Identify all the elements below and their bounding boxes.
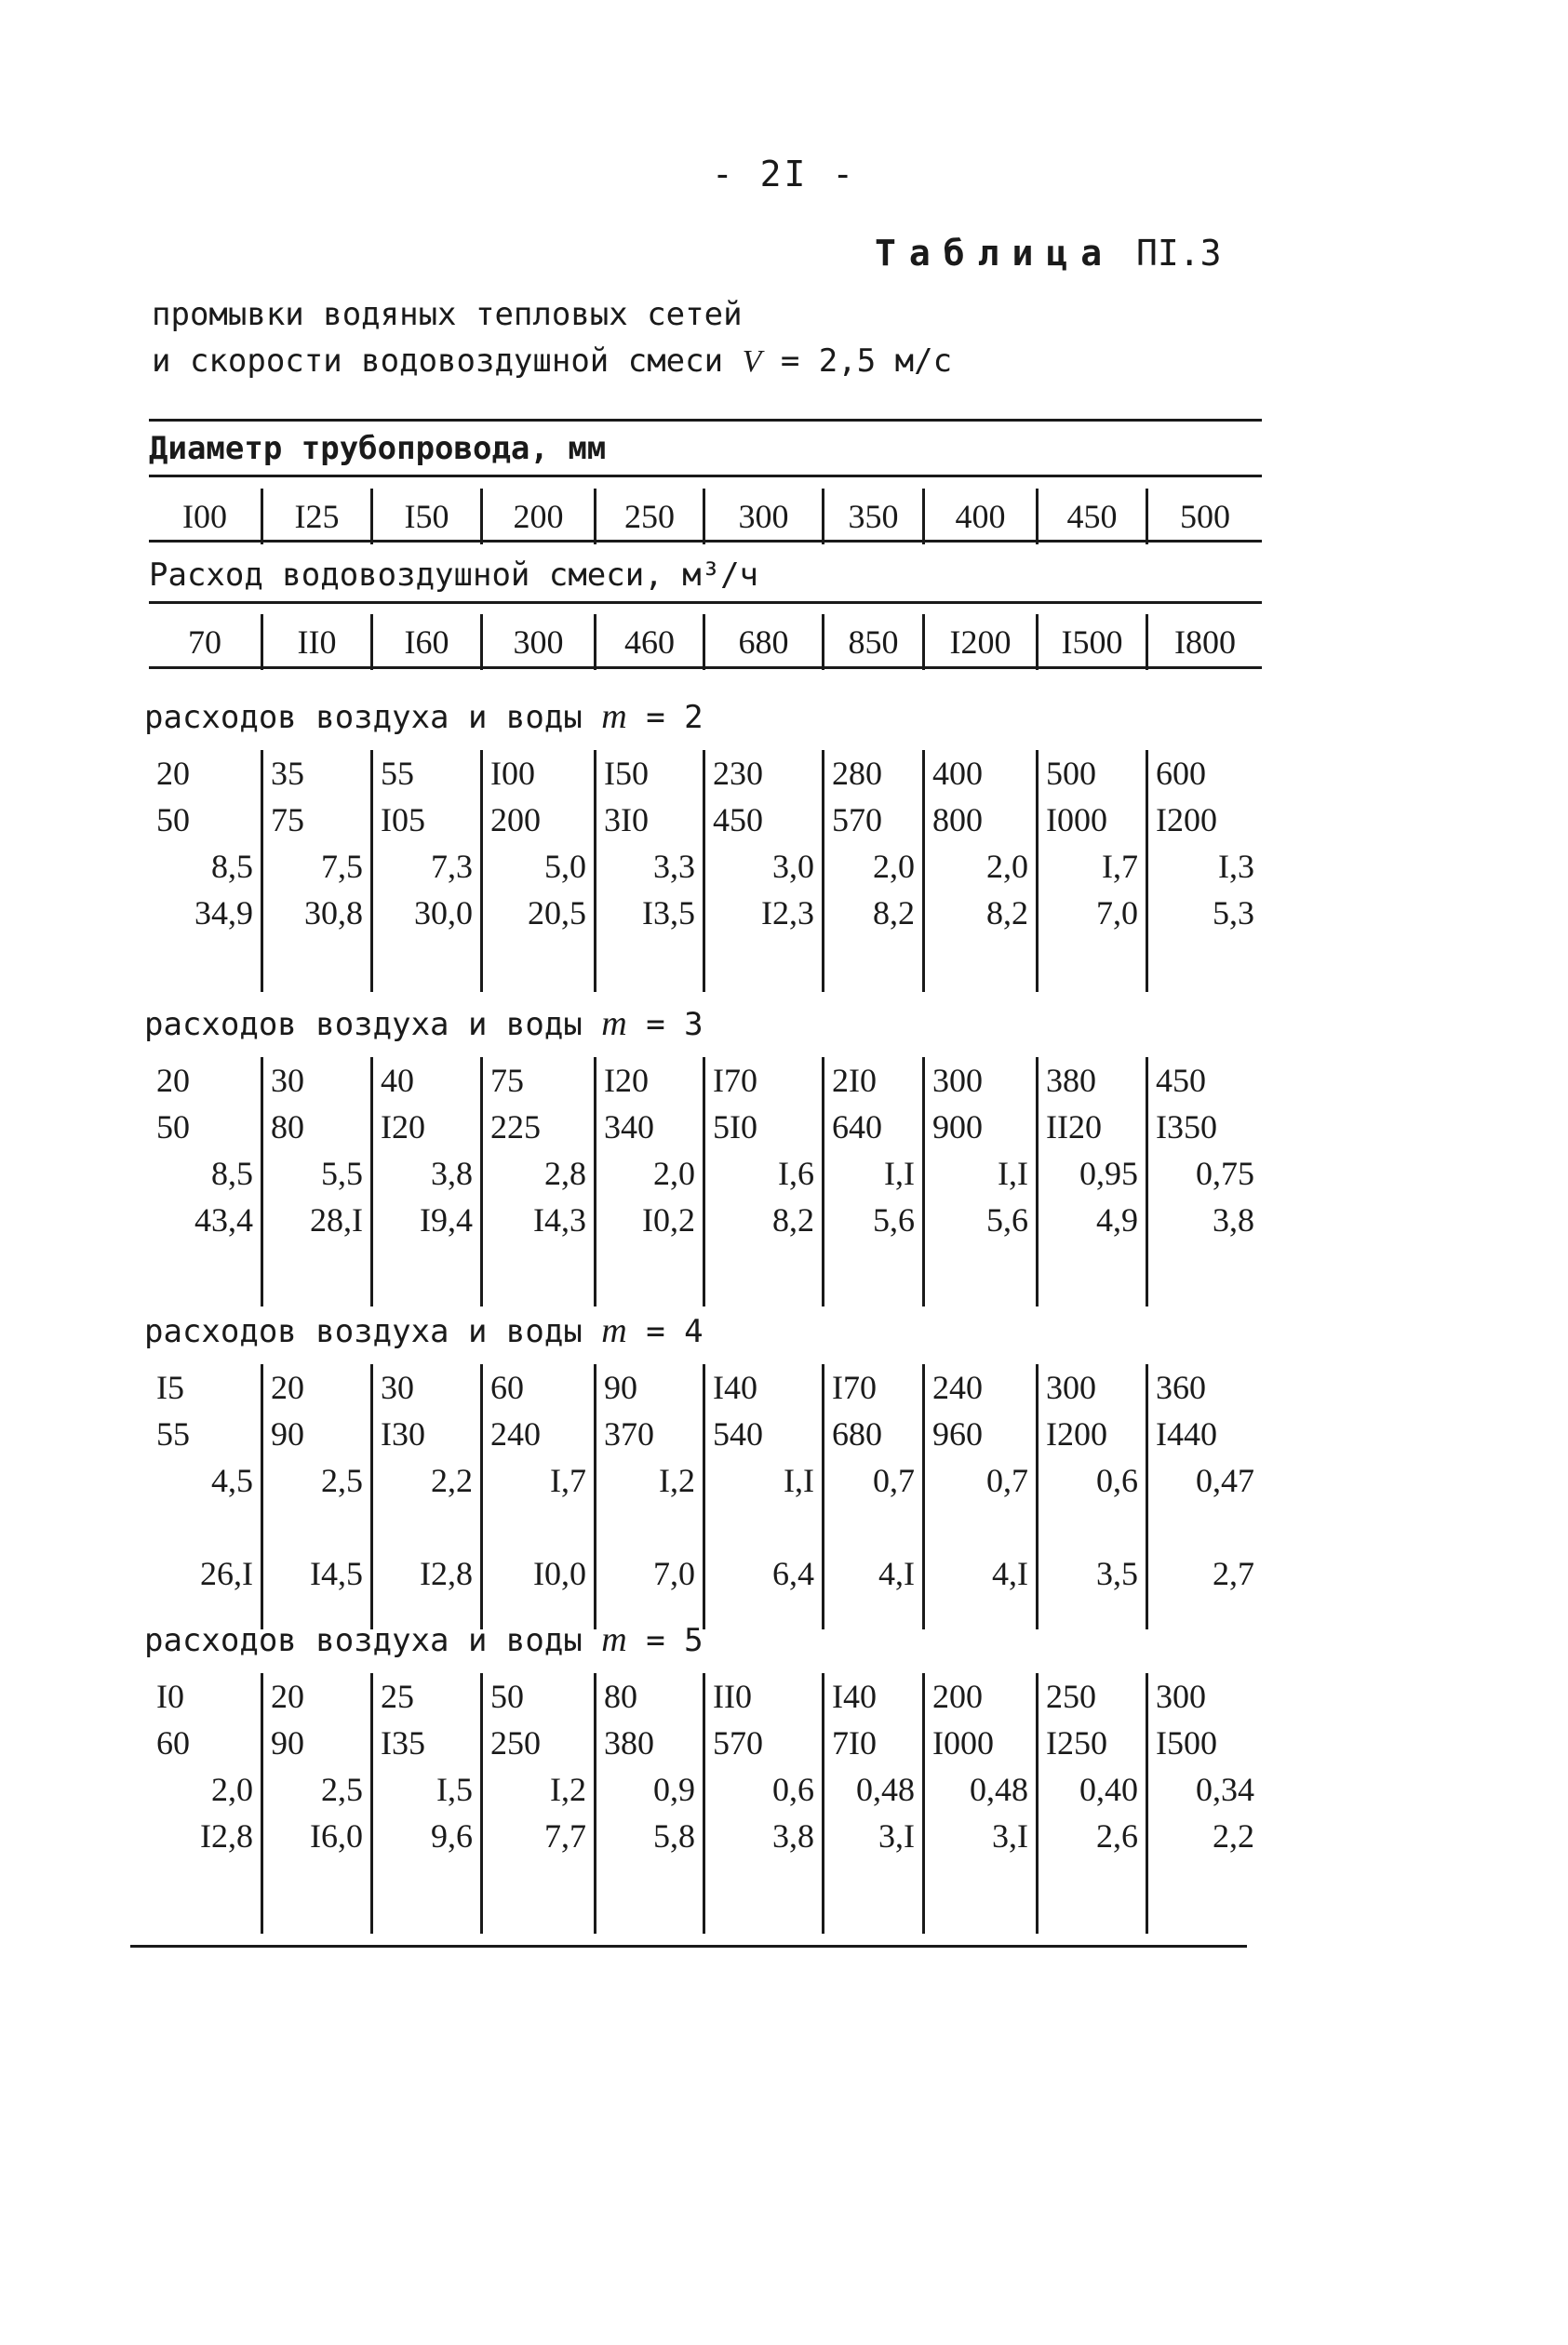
table-cell: I0: [156, 1678, 184, 1715]
table-cell: 9,6: [431, 1817, 473, 1855]
table-cell: 540: [713, 1415, 763, 1453]
table-cell: 250: [490, 1724, 541, 1762]
table-column: [922, 1057, 1036, 1306]
table-cell: 2,0: [873, 848, 915, 885]
table-column: [594, 1057, 703, 1306]
table-cell: 3,8: [1213, 1201, 1254, 1239]
table-column: [149, 1057, 261, 1306]
flow-header: Расход водовоздушной смеси, м³/ч: [149, 556, 759, 594]
table-cell: I30: [381, 1415, 425, 1453]
table-cell: 3,3: [653, 848, 695, 885]
section-title-text: расходов воздуха и воды: [144, 1313, 602, 1350]
table-cell: I,3: [1218, 848, 1254, 885]
table-cell: 7,0: [1096, 894, 1138, 931]
table-cell: 200: [932, 1678, 983, 1715]
table-cell: 3,I: [878, 1817, 915, 1855]
caption-var-v: V: [742, 344, 762, 379]
table-cell: 240: [932, 1369, 983, 1406]
table-cell: I25: [261, 489, 370, 544]
table-cell: 3,5: [1096, 1555, 1138, 1592]
table-cell: 850: [822, 614, 922, 670]
table-cell: I70: [713, 1062, 757, 1099]
table-cell: I200: [1046, 1415, 1107, 1453]
table-cell: 450: [713, 801, 763, 838]
table-cell: 680: [703, 614, 822, 670]
table-cell: I4,3: [533, 1201, 586, 1239]
table-cell: I200: [1156, 801, 1217, 838]
table-column: [370, 1673, 480, 1934]
table-cell: I4,5: [310, 1555, 363, 1592]
table-cell: 0,40: [1079, 1771, 1138, 1808]
table-cell: II20: [1046, 1108, 1102, 1146]
table-cell: I440: [1156, 1415, 1217, 1453]
table-column: [703, 1057, 822, 1306]
table-cell: 7I0: [832, 1724, 877, 1762]
table-column: [594, 750, 703, 992]
table-column: [480, 1673, 594, 1934]
table-cell: 8,5: [211, 1155, 253, 1192]
table-column: [370, 1057, 480, 1306]
table-column: [922, 1364, 1036, 1629]
table-cell: 2,2: [431, 1462, 473, 1499]
section-title: [144, 1619, 704, 1660]
table-cell: I,I: [784, 1462, 814, 1499]
table-cell: 340: [604, 1108, 654, 1146]
table-cell: 3,8: [772, 1817, 814, 1855]
rule-flow-top: [149, 601, 1262, 604]
table-cell: 5,6: [986, 1201, 1028, 1239]
table-cell: I,I: [998, 1155, 1028, 1192]
table-cell: I50: [370, 489, 480, 544]
table-cell: I800: [1146, 614, 1262, 670]
table-cell: I20: [604, 1062, 649, 1099]
table-cell: 230: [713, 755, 763, 792]
table-cell: 380: [1046, 1062, 1096, 1099]
table-cell: 20,5: [528, 894, 586, 931]
page-number: - 2I -: [711, 154, 857, 194]
table-cell: 4,I: [878, 1555, 915, 1592]
table-cell: I00: [182, 498, 227, 535]
table-cell: 2,6: [1096, 1817, 1138, 1855]
table-cell: I6,0: [310, 1817, 363, 1855]
table-cell: 40: [381, 1062, 414, 1099]
table-cell: I35: [381, 1724, 425, 1762]
table-cell: 26,I: [200, 1555, 253, 1592]
table-column: [822, 1057, 922, 1306]
table-cell: 8,2: [772, 1201, 814, 1239]
table-cell: 35: [271, 755, 304, 792]
table-cell: 4,5: [211, 1462, 253, 1499]
table-cell: I,6: [778, 1155, 814, 1192]
table-cell: 0,48: [970, 1771, 1028, 1808]
table-cell: 5,5: [321, 1155, 363, 1192]
table-cell: 2,0: [653, 1155, 695, 1192]
table-cell: I,7: [550, 1462, 586, 1499]
table-cell: 0,48: [856, 1771, 915, 1808]
table-cell: 960: [932, 1415, 983, 1453]
table-cell: I05: [381, 801, 425, 838]
table-cell: 7,7: [544, 1817, 586, 1855]
table-column: [822, 1673, 922, 1934]
table-cell: 7,0: [653, 1555, 695, 1592]
table-cell: II0: [261, 614, 370, 670]
table-cell: I00: [490, 755, 535, 792]
section-title-value: = 5: [646, 1622, 704, 1659]
table-cell: I3,5: [642, 894, 695, 931]
caption-line-2-text: и скорости водовоздушной смеси: [152, 342, 743, 380]
table-cell: 90: [271, 1415, 304, 1453]
table-cell: 680: [832, 1415, 882, 1453]
table-cell: 3I0: [604, 801, 649, 838]
table-column: [1146, 1057, 1262, 1306]
table-cell: 2,2: [1213, 1817, 1254, 1855]
section-title-var: m: [601, 1620, 627, 1659]
table-cell: I40: [713, 1369, 757, 1406]
section-title-text: расходов воздуха и воды: [144, 699, 602, 736]
table-cell: 5,3: [1213, 894, 1254, 931]
table-cell: 7,5: [321, 848, 363, 885]
table-cell: I20: [381, 1108, 425, 1146]
table-cell: 300: [480, 614, 594, 670]
table-cell: 55: [156, 1415, 190, 1453]
table-cell: 250: [594, 489, 703, 544]
table-column: [922, 750, 1036, 992]
table-cell: 80: [604, 1678, 637, 1715]
table-cell: 400: [932, 755, 983, 792]
flow-row: [149, 614, 1262, 670]
table-cell: 50: [156, 801, 190, 838]
table-cell: 2I0: [832, 1062, 877, 1099]
table-cell: 2,5: [321, 1462, 363, 1499]
table-cell: 350: [822, 489, 922, 544]
table-cell: 450: [1036, 489, 1146, 544]
table-column: [1036, 750, 1146, 992]
table-cell: 80: [271, 1108, 304, 1146]
table-column: [703, 1673, 822, 1934]
table-cell: 600: [1156, 755, 1206, 792]
caption-line-1: промывки водяных тепловых сетей: [152, 296, 743, 333]
table-column: [370, 1364, 480, 1629]
table-cell: 75: [271, 801, 304, 838]
table-cell: 0,47: [1196, 1462, 1254, 1499]
table-cell: 460: [594, 614, 703, 670]
table-cell: 300: [1046, 1369, 1096, 1406]
table-column: [261, 1364, 370, 1629]
table-cell: I60: [370, 614, 480, 670]
table-cell: 500: [1046, 755, 1096, 792]
table-column: [1036, 1057, 1146, 1306]
table-cell: I9,4: [420, 1201, 473, 1239]
table-cell: 6,4: [772, 1555, 814, 1592]
table-cell: 20: [156, 755, 190, 792]
table-cell: 90: [271, 1724, 304, 1762]
table-cell: I,7: [1102, 848, 1138, 885]
section-title-var: m: [601, 1004, 627, 1043]
rule-diameter-top: [149, 475, 1262, 477]
table-cell: 20: [156, 1062, 190, 1099]
diameter-row: [149, 489, 1262, 544]
table-cell: 30,8: [304, 894, 363, 931]
table-column: [1146, 1673, 1262, 1934]
table-cell: 43,4: [194, 1201, 253, 1239]
table-cell: I,I: [884, 1155, 915, 1192]
table-cell: 2,0: [211, 1771, 253, 1808]
section-title-text: расходов воздуха и воды: [144, 1006, 602, 1043]
table-cell: 30,0: [414, 894, 473, 931]
table-column: [1036, 1364, 1146, 1629]
table-cell: 570: [832, 801, 882, 838]
table-cell: 8,5: [211, 848, 253, 885]
section-title-text: расходов воздуха и воды: [144, 1622, 602, 1659]
table-cell: 300: [703, 489, 822, 544]
table-cell: 450: [1156, 1062, 1206, 1099]
table-cell: 2,8: [544, 1155, 586, 1192]
table-column: [480, 1057, 594, 1306]
table-cell: 0,95: [1079, 1155, 1138, 1192]
table-cell: 5,0: [544, 848, 586, 885]
table-label-number: ПI.3: [1136, 233, 1222, 274]
table-cell: 50: [490, 1678, 524, 1715]
table-cell: 0,7: [986, 1462, 1028, 1499]
table-cell: 0,6: [1096, 1462, 1138, 1499]
table-cell: 5I0: [713, 1108, 757, 1146]
table-column: [149, 1673, 261, 1934]
table-column: [370, 750, 480, 992]
table-cell: 90: [604, 1369, 637, 1406]
table-cell: I200: [922, 614, 1036, 670]
table-cell: 75: [490, 1062, 524, 1099]
table-cell: 225: [490, 1108, 541, 1146]
table-cell: 900: [932, 1108, 983, 1146]
table-cell: 3,8: [431, 1155, 473, 1192]
table-column: [922, 1673, 1036, 1934]
table-cell: I70: [832, 1369, 877, 1406]
table-column: [703, 750, 822, 992]
table-cell: 300: [932, 1062, 983, 1099]
table-cell: I40: [832, 1678, 877, 1715]
table-cell: I2,8: [200, 1817, 253, 1855]
table-cell: I250: [1046, 1724, 1107, 1762]
rule-top: [149, 419, 1262, 422]
diameter-header: Диаметр трубопровода, мм: [149, 430, 607, 467]
table-label: [875, 233, 1222, 274]
table-cell: I,2: [550, 1771, 586, 1808]
table-cell: 200: [490, 801, 541, 838]
table-cell: 30: [271, 1062, 304, 1099]
section-title-value: = 2: [646, 699, 704, 736]
table-cell: I,2: [659, 1462, 695, 1499]
caption-line-2-value: = 2,5 м/с: [761, 342, 953, 380]
table-cell: 2,5: [321, 1771, 363, 1808]
table-cell: 4,9: [1096, 1201, 1138, 1239]
table-cell: I000: [932, 1724, 994, 1762]
table-cell: I0,2: [642, 1201, 695, 1239]
table-cell: 250: [1046, 1678, 1096, 1715]
table-cell: 55: [381, 755, 414, 792]
table-cell: 0,75: [1196, 1155, 1254, 1192]
section-grid: [149, 1673, 1262, 1934]
section-title-value: = 4: [646, 1313, 704, 1350]
table-cell: I500: [1156, 1724, 1217, 1762]
table-cell: 7,3: [431, 848, 473, 885]
table-cell: I,5: [436, 1771, 473, 1808]
caption-line-2: [152, 342, 952, 380]
table-cell: 70: [188, 623, 221, 661]
rule-bottom: [130, 1945, 1247, 1948]
table-cell: 3,I: [992, 1817, 1028, 1855]
table-cell: 370: [604, 1415, 654, 1453]
section-title: [144, 1310, 704, 1351]
table-cell: 500: [1146, 489, 1262, 544]
section-title-var: m: [601, 1311, 627, 1350]
table-cell: 2,0: [986, 848, 1028, 885]
table-cell: 60: [156, 1724, 190, 1762]
table-column: [261, 1673, 370, 1934]
table-cell: 20: [271, 1678, 304, 1715]
table-column: [480, 1364, 594, 1629]
table-cell: 30: [381, 1369, 414, 1406]
table-cell: 200: [480, 489, 594, 544]
table-cell: 4,I: [992, 1555, 1028, 1592]
table-cell: 570: [713, 1724, 763, 1762]
table-cell: 8,2: [873, 894, 915, 931]
table-cell: 0,9: [653, 1771, 695, 1808]
table-cell: 380: [604, 1724, 654, 1762]
table-column: [822, 750, 922, 992]
table-cell: 0,34: [1196, 1771, 1254, 1808]
table-column: [703, 1364, 822, 1629]
table-column: [261, 750, 370, 992]
table-column: [149, 750, 261, 992]
table-cell: I5: [156, 1369, 184, 1406]
table-cell: 280: [832, 755, 882, 792]
table-cell: II0: [713, 1678, 752, 1715]
table-cell: 20: [271, 1369, 304, 1406]
table-cell: 0,6: [772, 1771, 814, 1808]
table-cell: 360: [1156, 1369, 1206, 1406]
table-cell: I0,0: [533, 1555, 586, 1592]
table-column: [1146, 1364, 1262, 1629]
table-cell: 60: [490, 1369, 524, 1406]
table-column: [594, 1673, 703, 1934]
table-cell: 400: [922, 489, 1036, 544]
rule-diameter-bottom: [149, 540, 1262, 543]
table-cell: I2,8: [420, 1555, 473, 1592]
table-cell: 28,I: [310, 1201, 363, 1239]
table-cell: 2,7: [1213, 1555, 1254, 1592]
table-cell: 640: [832, 1108, 882, 1146]
table-column: [261, 1057, 370, 1306]
section-grid: [149, 750, 1262, 992]
table-column: [480, 750, 594, 992]
rule-flow-bottom: [149, 666, 1262, 669]
table-cell: 5,6: [873, 1201, 915, 1239]
table-cell: I2,3: [761, 894, 814, 931]
section-grid: [149, 1364, 1262, 1629]
table-cell: 300: [1156, 1678, 1206, 1715]
table-column: [1036, 1673, 1146, 1934]
table-cell: 5,8: [653, 1817, 695, 1855]
section-title: [144, 696, 704, 737]
table-cell: 25: [381, 1678, 414, 1715]
table-cell: I000: [1046, 801, 1107, 838]
table-label-word: Таблица: [875, 233, 1116, 274]
section-title: [144, 1003, 704, 1044]
table-cell: I500: [1036, 614, 1146, 670]
table-cell: 50: [156, 1108, 190, 1146]
section-title-value: = 3: [646, 1006, 704, 1043]
table-cell: 240: [490, 1415, 541, 1453]
table-column: [1146, 750, 1262, 992]
section-grid: [149, 1057, 1262, 1306]
section-title-var: m: [601, 697, 627, 736]
table-cell: I50: [604, 755, 649, 792]
table-column: [149, 1364, 261, 1629]
table-cell: 3,0: [772, 848, 814, 885]
table-cell: I350: [1156, 1108, 1217, 1146]
table-column: [594, 1364, 703, 1629]
table-column: [822, 1364, 922, 1629]
table-cell: 34,9: [194, 894, 253, 931]
table-cell: 0,7: [873, 1462, 915, 1499]
table-cell: 800: [932, 801, 983, 838]
table-cell: 8,2: [986, 894, 1028, 931]
